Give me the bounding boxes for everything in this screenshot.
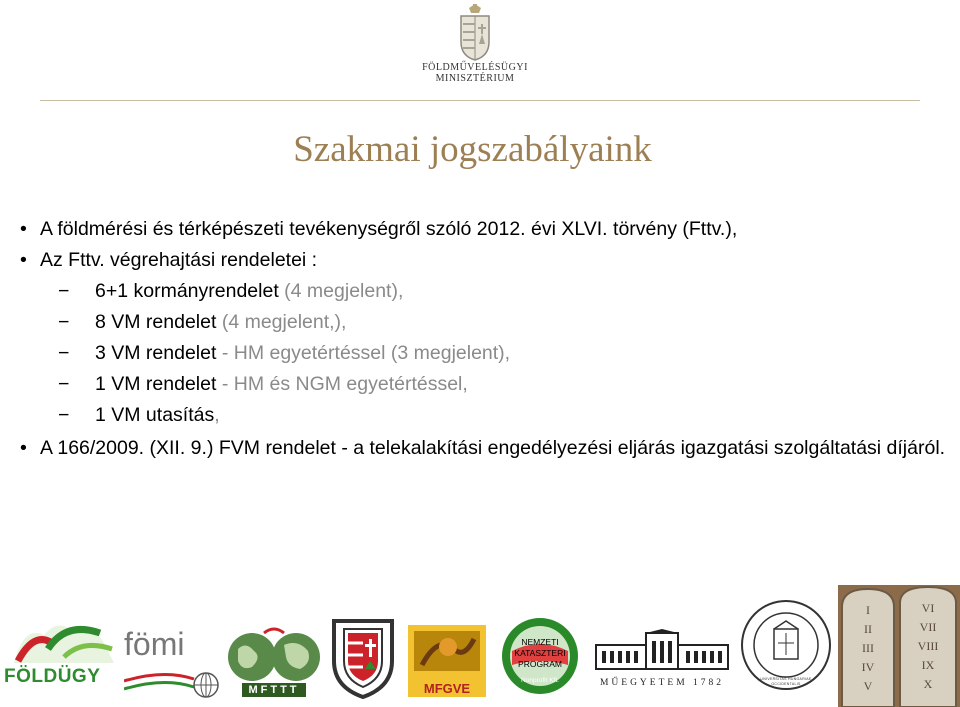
university-building-icon [592,629,732,671]
muegyetem-logo [592,629,732,689]
sub-bullet-note: - HM egyetértéssel (3 megjelent), [216,342,511,364]
sub-bullet-main: 3 VM rendelet [95,342,217,364]
ministry-name-line2: MINISZTÉRIUM [435,73,515,84]
page-title: Szakmai jogszabályaink [293,129,652,170]
nyme-seal-text: UNIVERSITAS HUNGARIAE OCCIDENTALIS [760,677,812,686]
nkp-label-bottom: Nonprofit Kft. [521,677,559,684]
tablet-right-numerals [906,599,950,694]
fomi-logo [124,627,224,697]
numeral: IV [861,660,875,674]
nkp-label-line2: KATASZTERI [514,648,566,658]
mfttt-logo [224,627,324,697]
hungarian-shield-logo [330,617,396,699]
ministry-logo [420,4,530,92]
muegyetem-label: MŰEGYETEM 1782 [599,678,725,688]
sub-bullet-note: (4 megjelent), [278,280,404,302]
numeral: VI [921,601,935,615]
bullet-item: • A földmérési és térképészeti tevékenységről szóló 2012. évi XLVI. törvény (Fttv.), [20,214,955,245]
mfttt-label: MFTTT [248,684,300,696]
bullet-item: • A 166/2009. (XII. 9.) FVM rendelet - a telekalakítási engedélyezési eljárás igazgatási szolgáltatási díjáról. [20,435,955,461]
fomi-label: fömi [124,626,185,662]
sub-bullet-note: - HM és NGM egyetértéssel, [216,373,468,395]
mfgve-label: MFGVE [423,681,471,696]
sub-bullet-note: , [214,404,220,426]
numeral: VII [919,620,937,634]
numeral: X [923,677,933,691]
mountain-icon [4,613,122,669]
sub-bullet-main: 1 VM rendelet [95,373,217,395]
sub-bullet-item [20,400,955,431]
nkp-logo [500,615,580,697]
nkp-label-line3: PROGRAM [518,659,562,669]
header-divider [40,100,920,101]
partner-logo-strip [0,585,960,707]
bullet-list [20,214,955,461]
numeral: VIII [917,639,939,653]
sub-bullet-item [20,338,955,369]
nyme-seal-logo [740,599,832,691]
sub-bullet-main: 1 VM utasítás [95,404,215,426]
numeral: I [866,603,870,617]
tablet-left-numerals [846,601,890,696]
coat-of-arms-icon [455,4,495,62]
cross-section-icon [408,625,486,675]
sub-bullet-item [20,369,955,400]
sub-bullet-item [20,276,955,307]
sub-bullet-item [20,307,955,338]
mfgve-logo [408,625,486,697]
numeral: III [862,641,874,655]
globe-grid-icon [124,661,224,701]
foldugy-label: FÖLDÜGY [4,666,101,687]
sub-bullet-note: (4 megjelent,), [216,311,347,333]
foldugy-logo [4,613,122,693]
numeral: IX [921,658,935,672]
bullet-item: • Az Fttv. végrehajtási rendeletei : [20,245,955,276]
numeral: II [864,622,872,636]
nkp-label-line1: NEMZETI [521,637,559,647]
ministry-name-line1: FÖLDMŰVELÉSÜGYI [422,62,528,73]
sub-bullet-main: 8 VM rendelet [95,311,217,333]
sub-bullet-main: 6+1 kormányrendelet [95,280,279,302]
shield-icon [330,617,396,699]
stone-tablets-image [838,585,960,707]
numeral: V [863,679,873,693]
